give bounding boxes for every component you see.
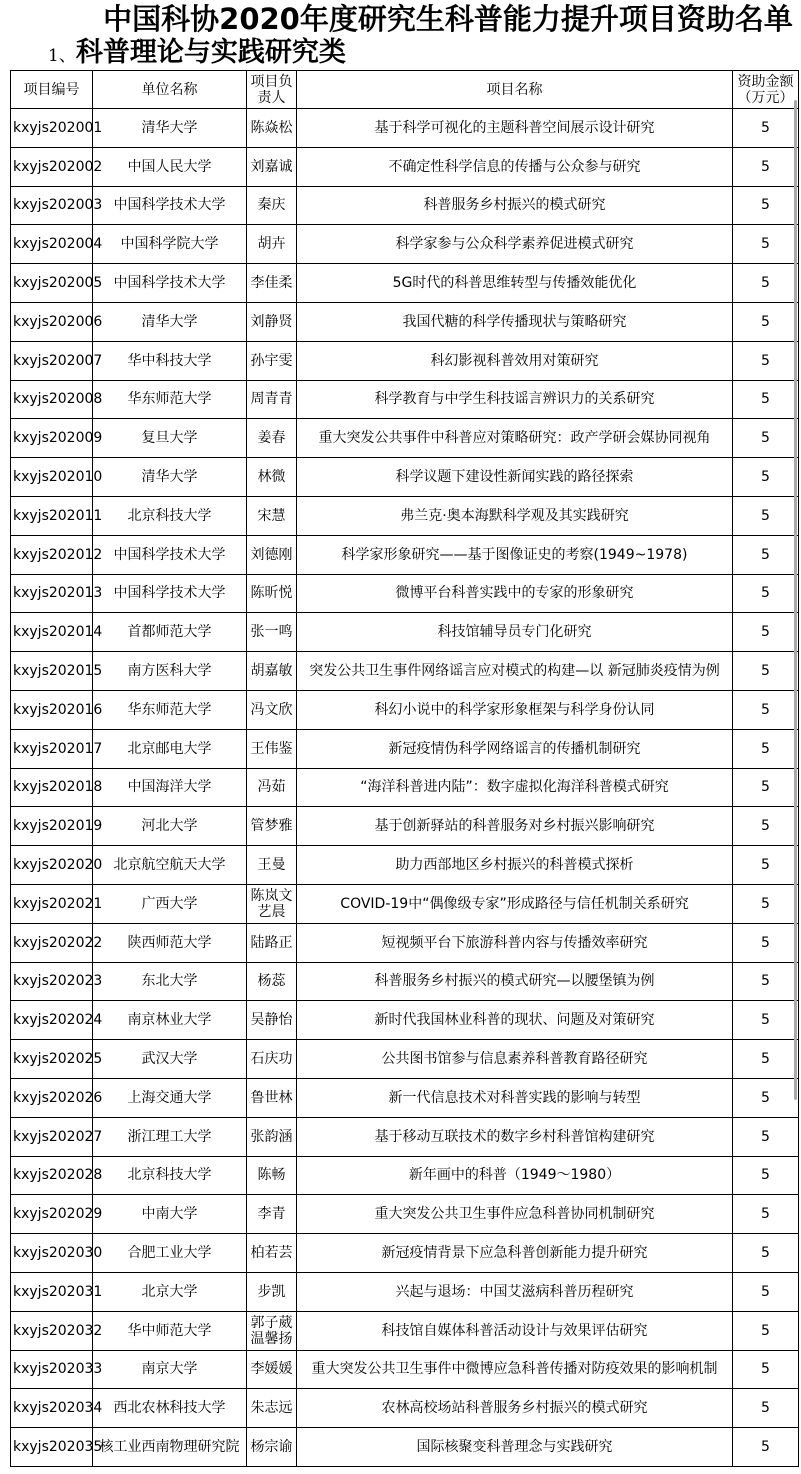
project-code: kxyjs202008: [11, 380, 93, 419]
project-code: kxyjs202015: [11, 652, 93, 691]
project-code: kxyjs202029: [11, 1195, 93, 1234]
table-row: [11, 458, 799, 497]
project-leader: 吴静怡: [247, 1001, 297, 1040]
section-heading: [48, 37, 346, 72]
project-code: kxyjs202006: [11, 302, 93, 341]
project-leader: 李媛媛: [247, 1350, 297, 1389]
unit-name: 华东师范大学: [93, 690, 247, 729]
project-name: 5G时代的科普思维转型与传播效能优化: [297, 264, 733, 303]
funding-table: [10, 70, 799, 1467]
unit-name: 武汉大学: [93, 1040, 247, 1079]
project-code: kxyjs202007: [11, 341, 93, 380]
unit-name: 南京大学: [93, 1350, 247, 1389]
table-row: [11, 302, 799, 341]
project-leader: 胡卉: [247, 225, 297, 264]
project-name: 科普服务乡村振兴的模式研究: [297, 186, 733, 225]
unit-name: 南京林业大学: [93, 1001, 247, 1040]
header-project-code: 项目编号: [11, 71, 93, 109]
project-code: kxyjs202013: [11, 574, 93, 613]
project-leader: 刘嘉诚: [247, 147, 297, 186]
project-code: kxyjs202009: [11, 419, 93, 458]
project-leader: 冯文欣: [247, 690, 297, 729]
project-name: 新年画中的科普（1949～1980）: [297, 1156, 733, 1195]
project-code: kxyjs202030: [11, 1234, 93, 1273]
project-name: 新时代我国林业科普的现状、问题及对策研究: [297, 1001, 733, 1040]
project-name: 重大突发公共事件中科普应对策略研究：政产学研会媒协同视角: [297, 419, 733, 458]
project-name: 科技馆自媒体科普活动设计与效果评估研究: [297, 1311, 733, 1350]
project-name: 微博平台科普实践中的专家的形象研究: [297, 574, 733, 613]
table-row: [11, 768, 799, 807]
funding-amount: 5: [733, 109, 799, 148]
project-leader: 张一鸣: [247, 613, 297, 652]
funding-amount: 5: [733, 884, 799, 923]
unit-name: 中国科学技术大学: [93, 535, 247, 574]
table-row: [11, 1311, 799, 1350]
unit-name: 浙江理工大学: [93, 1117, 247, 1156]
project-leader: 郭子葳温馨扬: [247, 1311, 297, 1350]
project-name: 科技馆辅导员专门化研究: [297, 613, 733, 652]
unit-name: 中国海洋大学: [93, 768, 247, 807]
funding-amount: 5: [733, 496, 799, 535]
unit-name: 北京大学: [93, 1272, 247, 1311]
section-label: 科普理论与实践研究类: [75, 37, 346, 68]
project-leader: 石庆功: [247, 1040, 297, 1079]
funding-amount: 5: [733, 1117, 799, 1156]
unit-name: 华东师范大学: [93, 380, 247, 419]
project-code: kxyjs202021: [11, 884, 93, 923]
project-name: 国际核聚变科普理念与实践研究: [297, 1428, 733, 1467]
unit-name: 上海交通大学: [93, 1078, 247, 1117]
table-row: [11, 1117, 799, 1156]
unit-name: 华中师范大学: [93, 1311, 247, 1350]
project-code: kxyjs202032: [11, 1311, 93, 1350]
header-amount: 资助金额（万元）: [733, 71, 799, 109]
project-name: 重大突发公共卫生事件中微博应急科普传播对防疫效果的影响机制: [297, 1350, 733, 1389]
funding-amount: 5: [733, 1156, 799, 1195]
table-row: [11, 1428, 799, 1467]
unit-name: 陕西师范大学: [93, 923, 247, 962]
table-row: [11, 962, 799, 1001]
table-row: [11, 613, 799, 652]
project-name: 科幻影视科普效用对策研究: [297, 341, 733, 380]
table-row: [11, 729, 799, 768]
document-title: 中国科协2020年度研究生科普能力提升项目资助名单: [103, 2, 793, 36]
project-code: kxyjs202022: [11, 923, 93, 962]
table-row: [11, 186, 799, 225]
unit-name: 华中科技大学: [93, 341, 247, 380]
project-leader: 杨宗谕: [247, 1428, 297, 1467]
project-leader: 宋慧: [247, 496, 297, 535]
project-code: kxyjs202035: [11, 1428, 93, 1467]
project-code: kxyjs202010: [11, 458, 93, 497]
project-leader: 冯茹: [247, 768, 297, 807]
project-name: 科学家形象研究——基于图像证史的考察(1949~1978): [297, 535, 733, 574]
project-code: kxyjs202001: [11, 109, 93, 148]
funding-amount: 5: [733, 923, 799, 962]
project-leader: 秦庆: [247, 186, 297, 225]
project-leader: 林微: [247, 458, 297, 497]
table-row: [11, 419, 799, 458]
project-leader: 朱志远: [247, 1389, 297, 1428]
funding-amount: 5: [733, 380, 799, 419]
project-name: 基于移动互联技术的数字乡村科普馆构建研究: [297, 1117, 733, 1156]
project-code: kxyjs202027: [11, 1117, 93, 1156]
project-leader: 陈昕悦: [247, 574, 297, 613]
table-row: [11, 1234, 799, 1273]
project-leader: 胡嘉敏: [247, 652, 297, 691]
table-row: [11, 846, 799, 885]
project-leader: 步凯: [247, 1272, 297, 1311]
project-code: kxyjs202004: [11, 225, 93, 264]
funding-amount: 5: [733, 264, 799, 303]
project-code: kxyjs202023: [11, 962, 93, 1001]
project-code: kxyjs202031: [11, 1272, 93, 1311]
project-code: kxyjs202011: [11, 496, 93, 535]
funding-amount: 5: [733, 458, 799, 497]
project-name: 农林高校场站科普服务乡村振兴的模式研究: [297, 1389, 733, 1428]
unit-name: 首都师范大学: [93, 613, 247, 652]
project-code: kxyjs202005: [11, 264, 93, 303]
table-row: [11, 1195, 799, 1234]
project-code: kxyjs202003: [11, 186, 93, 225]
table-row: [11, 690, 799, 729]
unit-name: 东北大学: [93, 962, 247, 1001]
table-row: [11, 535, 799, 574]
unit-name: 北京邮电大学: [93, 729, 247, 768]
table-row: [11, 1350, 799, 1389]
funding-amount: 5: [733, 1234, 799, 1273]
table-row: [11, 1156, 799, 1195]
project-code: kxyjs202025: [11, 1040, 93, 1079]
table-row: [11, 147, 799, 186]
project-leader: 孙宇雯: [247, 341, 297, 380]
project-code: kxyjs202019: [11, 807, 93, 846]
unit-name: 清华大学: [93, 458, 247, 497]
project-code: kxyjs202018: [11, 768, 93, 807]
header-leader: 项目负责人: [247, 71, 297, 109]
project-name: 基于创新驿站的科普服务对乡村振兴影响研究: [297, 807, 733, 846]
funding-amount: 5: [733, 186, 799, 225]
unit-name: 中国科学技术大学: [93, 574, 247, 613]
project-leader: 管梦雅: [247, 807, 297, 846]
funding-amount: 5: [733, 225, 799, 264]
table-row: [11, 923, 799, 962]
table-row: [11, 807, 799, 846]
project-code: kxyjs202016: [11, 690, 93, 729]
project-leader: 刘德刚: [247, 535, 297, 574]
project-name: 新冠疫情伪科学网络谣言的传播机制研究: [297, 729, 733, 768]
unit-name: 中国科学技术大学: [93, 186, 247, 225]
project-leader: 姜春: [247, 419, 297, 458]
project-code: kxyjs202034: [11, 1389, 93, 1428]
unit-name: 河北大学: [93, 807, 247, 846]
project-leader: 王曼: [247, 846, 297, 885]
unit-name: 中国人民大学: [93, 147, 247, 186]
funding-amount: 5: [733, 768, 799, 807]
project-name: 我国代糖的科学传播现状与策略研究: [297, 302, 733, 341]
table-row: [11, 264, 799, 303]
project-code: kxyjs202012: [11, 535, 93, 574]
section-number: 1、: [48, 46, 76, 66]
table-row: [11, 1389, 799, 1428]
funding-amount: 5: [733, 1350, 799, 1389]
funding-amount: 5: [733, 846, 799, 885]
header-unit-name: 单位名称: [93, 71, 247, 109]
table-row: [11, 341, 799, 380]
project-leader: 李佳柔: [247, 264, 297, 303]
project-leader: 柏若芸: [247, 1234, 297, 1273]
unit-name: 北京科技大学: [93, 1156, 247, 1195]
unit-name: 复旦大学: [93, 419, 247, 458]
project-name: 弗兰克·奥本海默科学观及其实践研究: [297, 496, 733, 535]
table-row: [11, 574, 799, 613]
project-leader: 周青青: [247, 380, 297, 419]
funding-amount: 5: [733, 419, 799, 458]
funding-amount: 5: [733, 1040, 799, 1079]
unit-name: 清华大学: [93, 109, 247, 148]
project-code: kxyjs202014: [11, 613, 93, 652]
funding-amount: 5: [733, 652, 799, 691]
project-name: 公共图书馆参与信息素养科普教育路径研究: [297, 1040, 733, 1079]
header-project-name: 项目名称: [297, 71, 733, 109]
table-row: [11, 380, 799, 419]
project-name: 新冠疫情背景下应急科普创新能力提升研究: [297, 1234, 733, 1273]
project-name: 科普服务乡村振兴的模式研究—以腰堡镇为例: [297, 962, 733, 1001]
scrollbar[interactable]: [794, 100, 797, 1100]
table-row: [11, 652, 799, 691]
project-name: 助力西部地区乡村振兴的科普模式探析: [297, 846, 733, 885]
funding-amount: 5: [733, 302, 799, 341]
project-name: “海洋科普进内陆”：数字虚拟化海洋科普模式研究: [297, 768, 733, 807]
table-row: [11, 1001, 799, 1040]
project-name: 不确定性科学信息的传播与公众参与研究: [297, 147, 733, 186]
funding-amount: 5: [733, 962, 799, 1001]
funding-amount: 5: [733, 535, 799, 574]
unit-name: 北京科技大学: [93, 496, 247, 535]
unit-name: 南方医科大学: [93, 652, 247, 691]
unit-name: 北京航空航天大学: [93, 846, 247, 885]
project-code: kxyjs202002: [11, 147, 93, 186]
funding-amount: 5: [733, 729, 799, 768]
funding-amount: 5: [733, 1001, 799, 1040]
project-code: kxyjs202028: [11, 1156, 93, 1195]
project-leader: 鲁世林: [247, 1078, 297, 1117]
project-name: 科学教育与中学生科技谣言辨识力的关系研究: [297, 380, 733, 419]
funding-amount: 5: [733, 147, 799, 186]
table-row: [11, 1040, 799, 1079]
project-leader: 陆路正: [247, 923, 297, 962]
project-code: kxyjs202033: [11, 1350, 93, 1389]
project-code: kxyjs202020: [11, 846, 93, 885]
header-row: [11, 71, 799, 109]
unit-name: 广西大学: [93, 884, 247, 923]
unit-name: 合肥工业大学: [93, 1234, 247, 1273]
table-row: [11, 1078, 799, 1117]
table-row: [11, 225, 799, 264]
unit-name: 清华大学: [93, 302, 247, 341]
unit-name: 中国科学技术大学: [93, 264, 247, 303]
unit-name: 西北农林科技大学: [93, 1389, 247, 1428]
project-name: 基于科学可视化的主题科普空间展示设计研究: [297, 109, 733, 148]
project-name: 科学议题下建设性新闻实践的路径探索: [297, 458, 733, 497]
project-leader: 李青: [247, 1195, 297, 1234]
table-row: [11, 109, 799, 148]
project-name: 重大突发公共卫生事件应急科普协同机制研究: [297, 1195, 733, 1234]
funding-amount: 5: [733, 1272, 799, 1311]
project-leader: 张韵涵: [247, 1117, 297, 1156]
funding-amount: 5: [733, 613, 799, 652]
project-name: 兴起与退场：中国艾滋病科普历程研究: [297, 1272, 733, 1311]
funding-amount: 5: [733, 574, 799, 613]
funding-amount: 5: [733, 1389, 799, 1428]
project-code: kxyjs202024: [11, 1001, 93, 1040]
project-name: COVID-19中“偶像级专家”形成路径与信任机制关系研究: [297, 884, 733, 923]
project-name: 突发公共卫生事件网络谣言应对模式的构建—以 新冠肺炎疫情为例: [297, 652, 733, 691]
funding-amount: 5: [733, 690, 799, 729]
project-leader: 陈畅: [247, 1156, 297, 1195]
project-leader: 陈岚文艺晨: [247, 884, 297, 923]
funding-amount: 5: [733, 1078, 799, 1117]
table-row: [11, 1272, 799, 1311]
unit-name: 中国科学院大学: [93, 225, 247, 264]
project-code: kxyjs202017: [11, 729, 93, 768]
table-row: [11, 884, 799, 923]
project-leader: 刘静贤: [247, 302, 297, 341]
funding-amount: 5: [733, 341, 799, 380]
project-name: 短视频平台下旅游科普内容与传播效率研究: [297, 923, 733, 962]
project-name: 新一代信息技术对科普实践的影响与转型: [297, 1078, 733, 1117]
project-leader: 杨蕊: [247, 962, 297, 1001]
funding-amount: 5: [733, 1195, 799, 1234]
funding-amount: 5: [733, 1428, 799, 1467]
project-name: 科幻小说中的科学家形象框架与科学身份认同: [297, 690, 733, 729]
unit-name: 中南大学: [93, 1195, 247, 1234]
project-leader: 陈焱松: [247, 109, 297, 148]
table-row: [11, 496, 799, 535]
funding-amount: 5: [733, 1311, 799, 1350]
project-leader: 王伟鉴: [247, 729, 297, 768]
project-code: kxyjs202026: [11, 1078, 93, 1117]
project-name: 科学家参与公众科学素养促进模式研究: [297, 225, 733, 264]
unit-name: 核工业西南物理研究院: [93, 1428, 247, 1467]
funding-amount: 5: [733, 807, 799, 846]
